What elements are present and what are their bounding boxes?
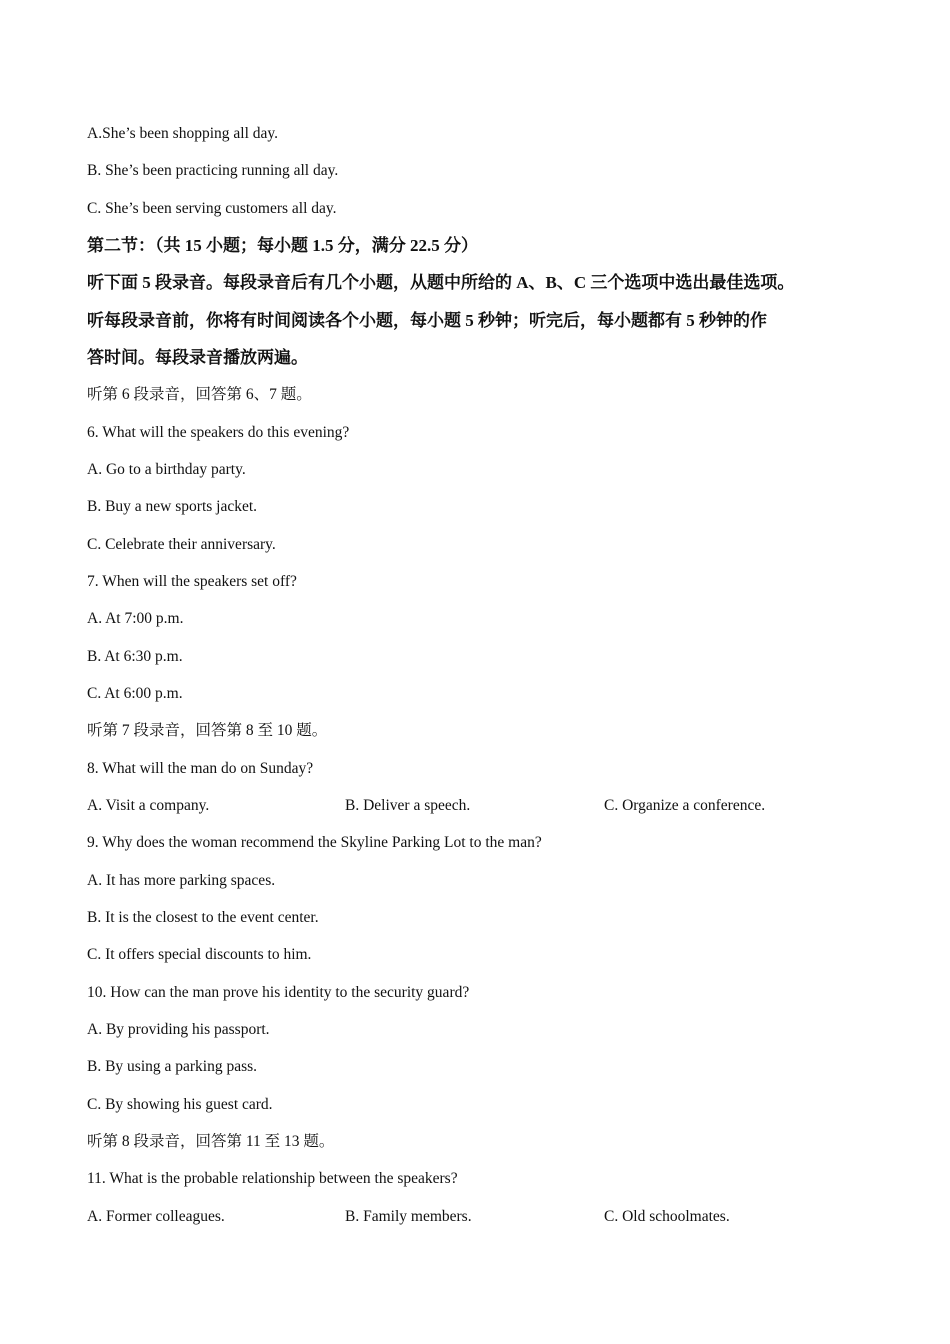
q8-option-b: B. Deliver a speech. — [345, 797, 471, 814]
q5-option-b: B. She’s been practicing running all day. — [87, 162, 339, 179]
q5-option-c: C. She’s been serving customers all day. — [87, 200, 337, 217]
recording-7-intro: 听第 7 段录音，回答第 8 至 10 题。 — [87, 722, 328, 739]
q6-option-a: A. Go to a birthday party. — [87, 461, 246, 478]
question-9: 9. Why does the woman recommend the Skyline Parking Lot to the man? — [87, 834, 542, 851]
q5-option-a: A.She’s been shopping all day. — [87, 125, 278, 142]
section-instructions-line-1: 听下面 5 段录音。每段录音后有几个小题，从题中所给的 A、B、C 三个选项中选出最佳选项。 — [87, 273, 795, 292]
q6-option-c: C. Celebrate their anniversary. — [87, 536, 276, 553]
q6-option-b: B. Buy a new sports jacket. — [87, 498, 258, 515]
question-10: 10. How can the man prove his identity to the security guard? — [87, 984, 470, 1001]
question-7: 7. When will the speakers set off? — [87, 573, 297, 590]
q9-option-c: C. It offers special discounts to him. — [87, 946, 312, 963]
q11-option-c: C. Old schoolmates. — [604, 1208, 730, 1225]
recording-6-intro: 听第 6 段录音，回答第 6、7 题。 — [87, 386, 312, 403]
q10-option-b: B. By using a parking pass. — [87, 1058, 258, 1075]
recording-8-intro: 听第 8 段录音，回答第 11 至 13 题。 — [87, 1133, 335, 1150]
q11-option-b: B. Family members. — [345, 1208, 472, 1225]
section-heading: 第二节：（共 15 小题；每小题 1.5 分，满分 22.5 分） — [87, 236, 478, 255]
question-6: 6. What will the speakers do this evening? — [87, 424, 350, 441]
question-11: 11. What is the probable relationship between the speakers? — [87, 1170, 458, 1187]
q8-option-c: C. Organize a conference. — [604, 797, 766, 814]
section-instructions-line-3: 答时间。每段录音播放两遍。 — [87, 348, 308, 367]
q9-option-a: A. It has more parking spaces. — [87, 872, 276, 889]
q7-option-b: B. At 6:30 p.m. — [87, 648, 183, 665]
question-8: 8. What will the man do on Sunday? — [87, 760, 314, 777]
q11-option-a: A. Former colleagues. — [87, 1208, 225, 1225]
q7-option-a: A. At 7:00 p.m. — [87, 610, 184, 627]
section-instructions-line-2: 听每段录音前，你将有时间阅读各个小题，每小题 5 秒钟；听完后，每小题都有 5 秒钟的作 — [87, 311, 767, 330]
q9-option-b: B. It is the closest to the event center. — [87, 909, 319, 926]
q10-option-a: A. By providing his passport. — [87, 1021, 270, 1038]
q10-option-c: C. By showing his guest card. — [87, 1096, 273, 1113]
q7-option-c: C. At 6:00 p.m. — [87, 685, 183, 702]
q8-option-a: A. Visit a company. — [87, 797, 210, 814]
